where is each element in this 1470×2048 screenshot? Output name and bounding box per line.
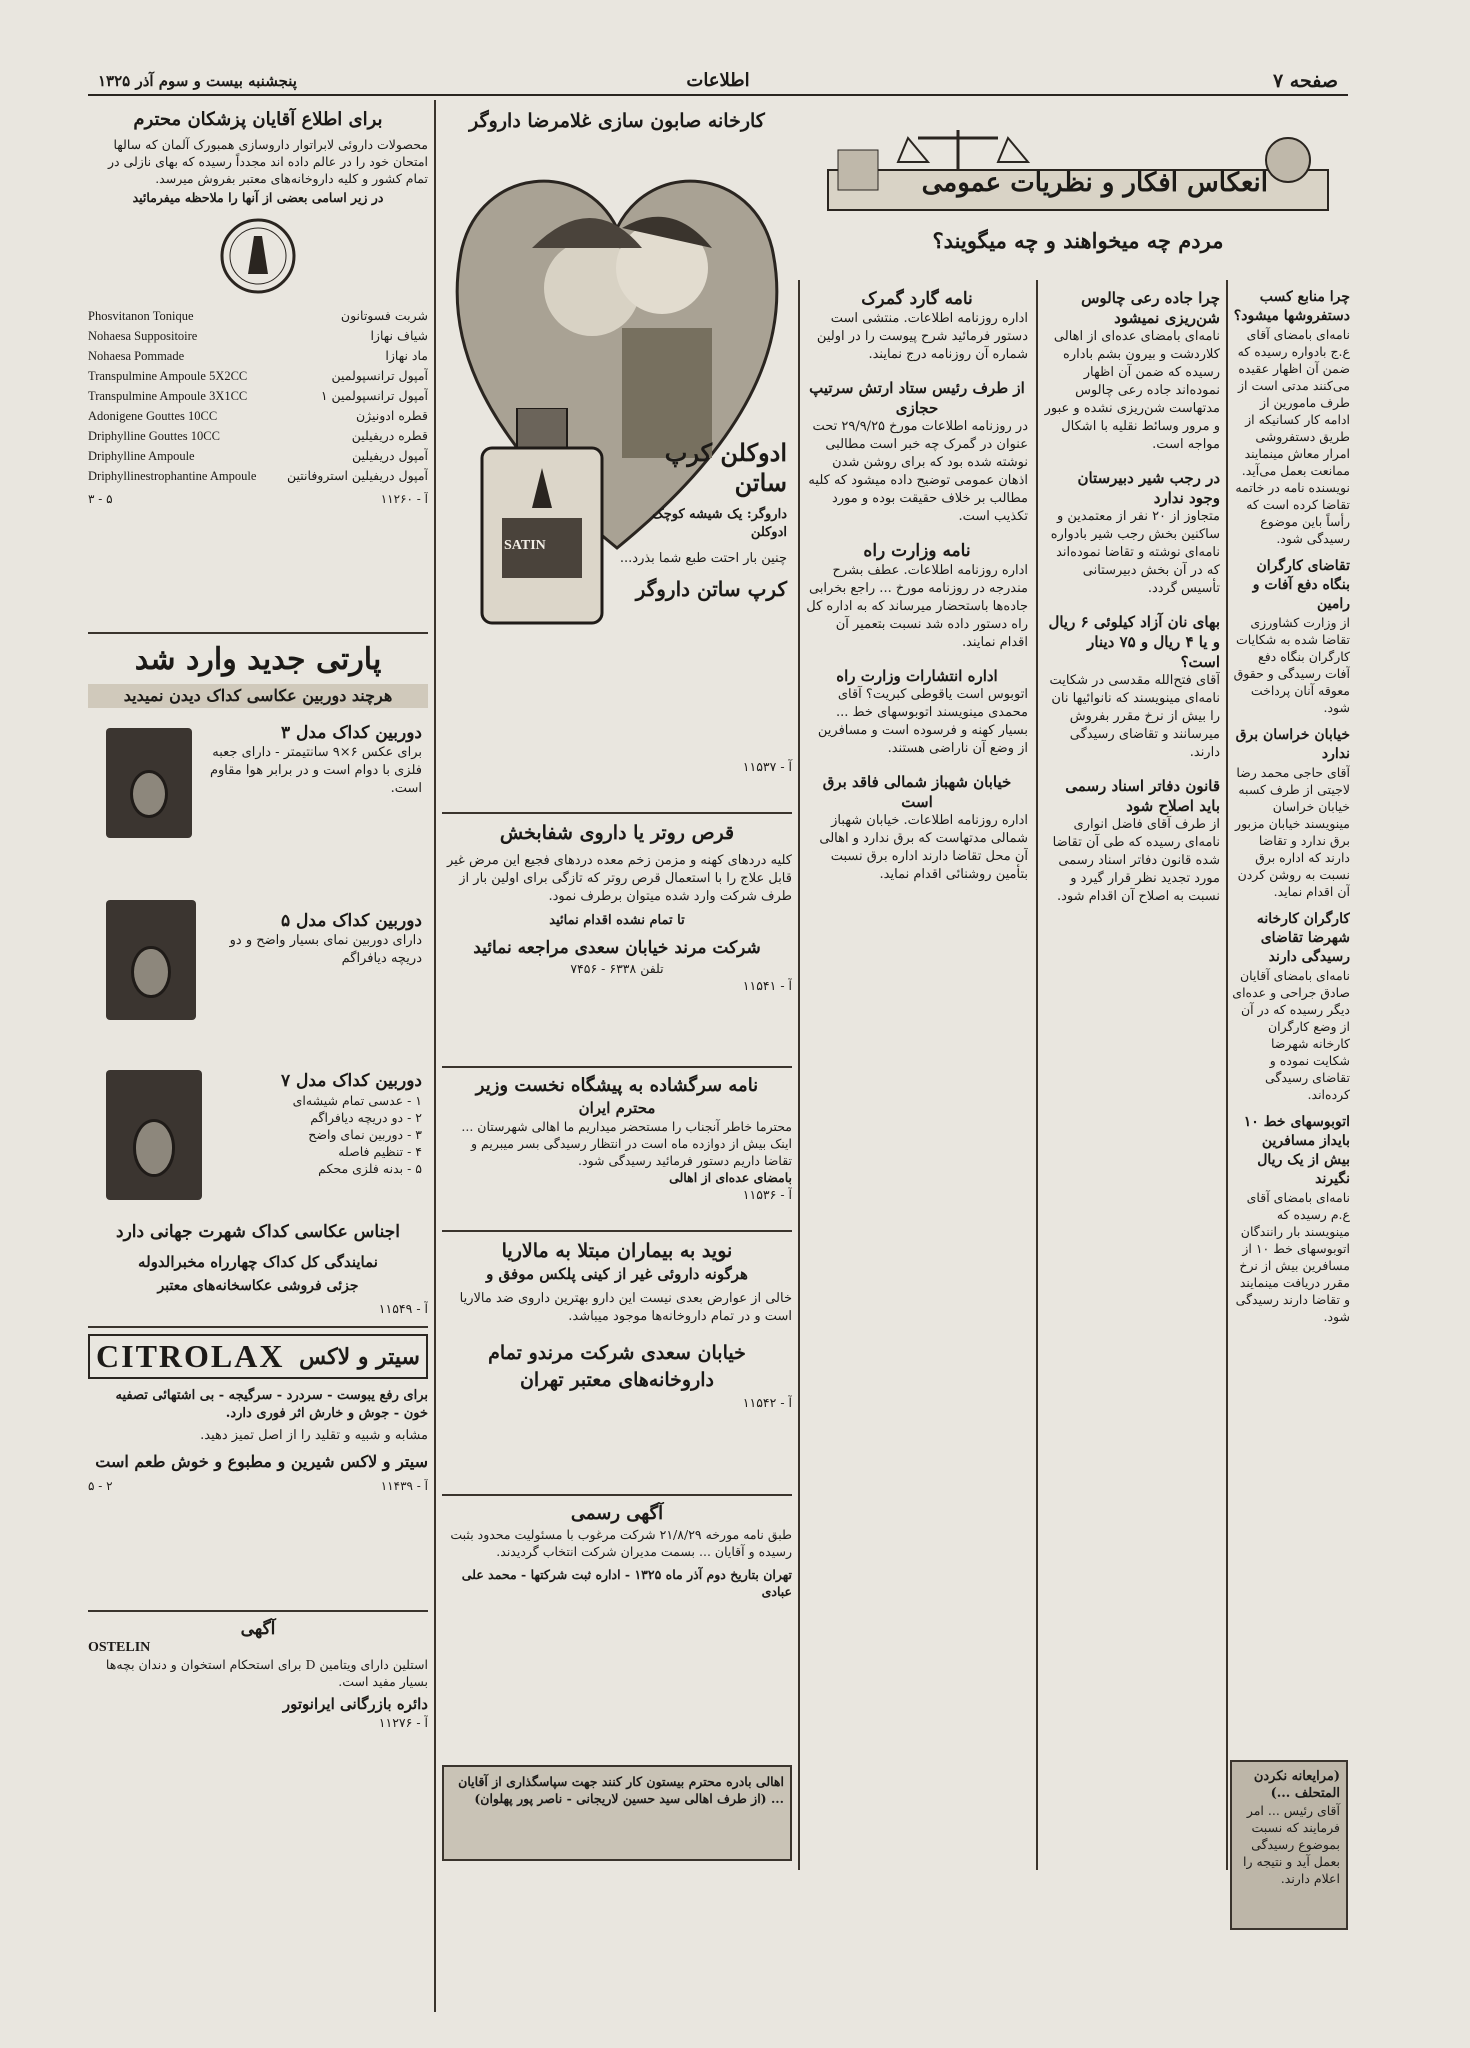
kodak-model-2: دوربین کداک مدل ۵ دارای دوربین نمای بسیار واضح و دو دریچه دیافراگم xyxy=(229,911,422,966)
product-row: Adonigene Gouttes 10CC قطره ادونیژن xyxy=(88,408,428,423)
kodak-model-1: دوربین کداک مدل ۳ برای عکس ۶×۹ سانتیمتر - دارای جعبه فلزی با دوام است و در برابر هوا مقاوم است. xyxy=(209,723,422,796)
ad-soap: کارخانه صابون سازی غلامرضا داروگر SATIN ادوکلن کرپ ساتن داروگر: یک شیشه کوچک ادوکلن چنین بار احتت طبع شما بذرد... کرپ ساتن داروگر آ - ۱۱۵۳۷ xyxy=(442,108,792,808)
ad-ref-row: آ - ۱۱۲۶۰ ۵ - ۳ xyxy=(88,492,428,506)
product-row: Driphyllinestrophantine Ampoule آمپول دریفیلین استروفانتین xyxy=(88,468,428,483)
opinion-item: خیابان خراسان برق ندارد آقای حاجی محمد رضا لاجیتی از طرف کسبه خیابان خراسان مینویسند خیابان مزبور برق ندارد و تقاضا دارند که اداره برق نسبت به روشن کردن آن اقدام نماید. xyxy=(1235,727,1350,899)
ad-divider xyxy=(88,1610,428,1612)
letter-item: اداره انتشارات وزارت راه اتوبوس است یاقوطی کبریت؟ آقای محمدی مینویسند اتوبوسهای خط ... بسیار کهنه و فرسوده است و مسافرین از وضع آن ناراضی هستند. xyxy=(817,667,1028,756)
ad-open-letter: نامه سرگشاده به پیشگاه نخست وزیر محترم ایران محترما خاطر آنجناب را مستحضر میداریم ما اهالی شهرستان ... اینک بیش از دوازده ماه است در انتظار رسیدگی بسر میبریم و تقاضا داریم دستور فرمائید رسیدگی شود. بامضای عده‌ای از اهالی آ - ۱۱۵۳۶ xyxy=(461,1075,792,1202)
product-row: Phosvitanon Tonique شربت فسوتانون xyxy=(88,308,428,323)
product-row: Transpulmine Ampoule 3X1CC آمپول ترانسپولمین ۱ xyxy=(88,388,428,403)
product-row: Transpulmine Ampoule 5X2CC آمپول ترانسپولمین xyxy=(88,368,428,383)
bottle-label: SATIN xyxy=(504,538,546,553)
ad-citrolax: CITROLAX سیتر و لاکس برای رفع یبوست - سردرد - سرگیجه - بی اشتهائی تصفیه خون - جوش و خارش اثر فوری دارد. مشابه و شبیه و تقلید را از اصل تمیز دهید. سیتر و لاکس شیرین و مطبوع و خوش طعم است آ - ۱۱۴۳۹ ۲ - ۵ xyxy=(88,1334,428,1604)
product-row: Driphylline Gouttes 10CC قطره دریفیلین xyxy=(88,428,428,443)
letter-item: خیابان شهباز شمالی فاقد برق است اداره روزنامه اطلاعات. خیابان شهباز شمالی مدتهاست که برق ندارد و اهالی آن محل تقاضا دارند اداره برق نسبت بتأمین روشنائی اقدام نماید. xyxy=(819,773,1028,882)
opinion-banner xyxy=(808,110,1348,260)
ad-divider xyxy=(442,1494,792,1496)
camera-icon xyxy=(106,1070,202,1200)
ad-rotter: قرص روتر یا داروی شفابخش کلیه دردهای کهنه و مزمن زخم معده دردهای فجیع این مرض غیر قابل علاج را با استعمال قرص روتر که تازگی برای اولین بار از طرف شرکت وارد شده میتوان برطرف نمود. تا تمام نشده اقدام نمائید شرکت مرند خیابان سعدی مراجعه نمائید تلفن ۶۳۳۸ - ۷۴۵۶ آ - ۱۱۵۴۱ xyxy=(446,822,792,993)
page-number: صفحه ۷ xyxy=(1272,70,1338,92)
ad-divider xyxy=(442,812,792,814)
opinion-item: چرا جاده رعی چالوس شن‌ریزی نمیشود نامه‌ای بامضای عده‌ای از اهالی کلاردشت و بیرون بشم باداره رسیده که ضمن آن اظهار نموده‌اند جاده رعی چالوس مدتهاست شن‌ریزی نشده و عبور و مرور وسائط نقلیه با اشکال مواجه است. xyxy=(1044,289,1220,452)
opinion-item: در رجب شیر دبیرستان وجود ندارد متجاوز از ۲۰ نفر از معتمدین و ساکنین بخش رجب شیر بادواره نامه‌ای نوشته و تقاضا نموده‌اند که در آن بخش دبیرستانی تأسیس گردد. xyxy=(1050,469,1220,596)
column-rule xyxy=(1036,280,1038,1870)
letter-item: نامه گارد گمرک اداره روزنامه اطلاعات. منتشی است دستور فرمائید شرح پیوست را در اولین شماره آن روزنامه درج نمایند. xyxy=(816,289,1028,362)
column-letters xyxy=(806,288,1028,1758)
opinion-item: اتوبوسهای خط ۱۰ بایداز مسافرین بیش از یک ریال نگیرند نامه‌ای بامضای آقای ع.م رسیده که مینویسند بار رانندگان اتوبوسهای خط ۱۰ از مسافرین بیش از نرخ مقرر دریافت مینمایند و تقاضا دارند رسیدگی شود. xyxy=(1235,1114,1350,1324)
ad-divider xyxy=(88,632,428,634)
soap-copy: ادوکلن کرپ ساتن داروگر: یک شیشه کوچک ادوکلن چنین بار احتت طبع شما بذرد... کرپ ساتن داروگر xyxy=(619,438,787,601)
opinion-item: کارگران کارخانه شهرضا تقاضای رسیدگی دارند نامه‌ای بامضای آقایان صادق جراحی و عده‌ای دیگر رسیده که در آن از وضع کارگران کارخانه شهرضا شکایت نموده و تقاضای رسیدگی کرده‌اند. xyxy=(1232,911,1350,1102)
letter-item: نامه وزارت راه اداره روزنامه اطلاعات. عطف بشرح مندرجه در روزنامه مورخ ... راجع بخرابی جاده‌ها باستحضار میرساند که به اداره کل راه دستور داده شد نسبت بتعمیر آن اقدام نمایند. xyxy=(806,541,1028,650)
kodak-model-3: دوربین کداک مدل ۷ ۱ - عدسی تمام شیشه‌ای ۲ - دو دریچه دیافراگم ۳ - دوربین نمای واضح ۴ - تنظیم فاصله ۵ - بدنه فلزی محکم xyxy=(280,1071,422,1176)
camera-icon xyxy=(106,728,192,838)
opinion-item: تقاضای کارگران بنگاه دفع آفات و رامین از وزارت کشاورزی تقاضا شده به شکایات کارگران بنگاه دفع آفات رسیدگی و حقوق معوقه آنان پرداخت شود. xyxy=(1233,558,1350,715)
opinion-item: قانون دفاتر اسناد رسمی باید اصلاح شود از طرف آقای فاضل انواری نامه‌ای رسیده که طی آن تقاضا شده قانون دفاتر اسناد رسمی مورد تجدید نظر قرار گیرد و نسبت به اصلاح آن اقدام شود. xyxy=(1052,777,1220,904)
letter-item: از طرف رئیس ستاد ارتش سرتیپ حجازی در روزنامه اطلاعات مورخ ۲۹/۹/۲۵ تحت عنوان در گمرک چه خبر است مطالبی نوشته شده بود که برای روشن شدن اذهان عمومی توضیح داده میشود که کلیه مطالب بر خلاف حقیقت بوده و مورد تکذیب است. xyxy=(808,379,1028,524)
citrolax-brand-row xyxy=(88,1334,428,1379)
product-row: Nohaesa Pommade ماد نهازا xyxy=(88,348,428,363)
camera-icon xyxy=(106,900,196,1020)
page-header xyxy=(88,68,1348,96)
ad-pharma: برای اطلاع آقایان پزشکان محترم محصولات داروئی لابراتوار داروسازی همبورک آلمان که سالها امتحان خود را در عالم داده اند مجدداً رسیده که بهای نازلی در تمام کشور و کلیه داروخانه‌های معتبر بفروش میرسد. در زیر اسامی بعضی از آنها را ملاحظه میفرمائید Phosvitanon Tonique شربت فسوتانون Nohaesa Suppositoire شیاف نهازا Nohaesa Pommade ماد نهازا Transpulmine Ampoule 5X2CC آمپول ترانسپولمین Transpulmine Ampoule 3X1CC آمپول ترانسپولمین ۱ Adonigene Gouttes 10CC قطره ادونیژن Driphylline Gouttes 10CC قطره دریفیلین Driphylline Ampoule آمپول دریفیلین Driphyllinestrophantine Ampoule آمپول دریفیلین استروفانتین آ - ۱۱۲۶۰ ۵ - ۳ xyxy=(88,109,428,506)
column-opinions-mid xyxy=(1044,288,1220,1868)
column-opinions-right xyxy=(1232,288,1350,1758)
issue-date: پنجشنبه بیست و سوم آذر ۱۳۲۵ xyxy=(98,72,297,90)
ad-official: آگهی رسمی طبق نامه مورخه ۲۱/۸/۲۹ شرکت مرغوب با مسئولیت محدود بثبت رسیده و آقایان ... بسمت مدیران شرکت انتخاب گردیدند. تهران بتاریخ دوم آذر ماه ۱۳۲۵ - اداره ثبت شرکتها - محمد علی عبادی xyxy=(450,1503,792,1599)
page-heading: مردم چه میخواهند و چه میگویند؟ xyxy=(932,228,1224,253)
ad-ref-row: آ - ۱۱۴۳۹ ۲ - ۵ xyxy=(88,1479,428,1493)
column-rule xyxy=(1226,280,1228,1870)
opinion-item: چرا منابع کسب دستفروشها میشود؟ نامه‌ای بامضای آقای ع.ج بادواره رسیده که ضمن آن اظهار عقیده می‌کنند مدتی است از طرف مامورین از ادامه کار کسانیکه از طریق دستفروشی امرار معاش مینمایند ممانعت بعمل می‌آید. نویسنده نامه در خاتمه تقاضا کرده است که رأساً باین موضوع رسیدگی شود. xyxy=(1233,289,1350,546)
ad-divider xyxy=(88,1326,428,1328)
ad-ostelin: آگهی OSTELIN استلین دارای ویتامین D برای استحکام استخوان و دندان بچه‌ها بسیار مفید است. دائره بازرگانی ایرانوتور آ - ۱۱۲۷۶ xyxy=(88,1619,428,1730)
scales-of-justice-icon xyxy=(808,110,1348,220)
perfume-bottle-icon xyxy=(472,408,612,628)
ad-divider xyxy=(442,1230,792,1232)
ad-kodak: پارتی جدید وارد شد هرچند دوربین عکاسی کداک دیدن نمیدید دوربین کداک مدل ۳ برای عکس ۶×۹ سانتیمتر - دارای جعبه فلزی با دوام است و در برابر هوا مقاوم است. دوربین کداک مدل ۵ دارای دوربین نمای بسیار واضح و دو دریچه دیافراگم دوربین کداک مدل ۷ ۱ - عدسی تمام شیشه‌ای ۲ - دو دریچه دیافراگم ۳ - دوربین نمای واضح ۴ - تنظیم فاصله ۵ - بدنه فلزی محکم اجناس عکاسی کداک شهرت جهانی دارد نمایندگی کل کداک چهارراه مخبرالدوله جزئی فروشی عکاسخانه‌های معتبر آ - ۱۱۵۴۹ xyxy=(88,640,428,1320)
lab-seal-icon xyxy=(218,216,298,296)
ad-malaria: نوید به بیماران مبتلا به مالاریا هرگونه داروئی غیر از کینی پلکس موفق و خالی از عوارض بعدی نیست این دارو بهترین داروی ضد مالاریا است و در تمام داروخانه‌ها موجود میباشد. خیابان سعدی شرکت مرندو تمام داروخانه‌های معتبر تهران آ - ۱۱۵۴۲ xyxy=(459,1240,792,1410)
ad-ref: آ - ۱۱۵۳۷ xyxy=(742,759,792,774)
product-row: Nohaesa Suppositoire شیاف نهازا xyxy=(88,328,428,343)
product-row: Driphylline Ampoule آمپول دریفیلین xyxy=(88,448,428,463)
thanks-note: اهالی بادره محترم بیستون کار کنند جهت سپاسگذاری از آقایان ... (از طرف اهالی سید حسین لاریجانی - ناصر پور پهلوان) xyxy=(442,1765,792,1861)
banner-title: انعکاس افکار و نظریات عمومی xyxy=(921,168,1268,198)
product-list xyxy=(88,306,428,486)
ad-divider xyxy=(442,1066,792,1068)
column-rule xyxy=(434,100,436,2012)
brand-persian: سیتر و لاکس xyxy=(299,1343,420,1370)
column-rule xyxy=(798,280,800,1870)
opinion-item: بهای نان آزاد کیلوئی ۶ ریال و یا ۴ ریال و ۷۵ دینار است؟ آقای فتح‌الله مقدسی در شکایت نامه‌ای مینویسند که نانوائیها نان را بیش از نرخ مقرر بفروش میرسانند و تقاضای رسیدگی دارند. xyxy=(1048,613,1220,760)
boxed-note: (مرایعانه نکردن المتحلف ...) آقای رئیس ... امر فرمایند که نسبت بموضوع رسیدگی بعمل آید و نتیجه را اعلام دارند. xyxy=(1230,1760,1348,1930)
newspaper-name: اطلاعات xyxy=(686,70,750,91)
brand-latin: CITROLAX xyxy=(96,1338,285,1374)
